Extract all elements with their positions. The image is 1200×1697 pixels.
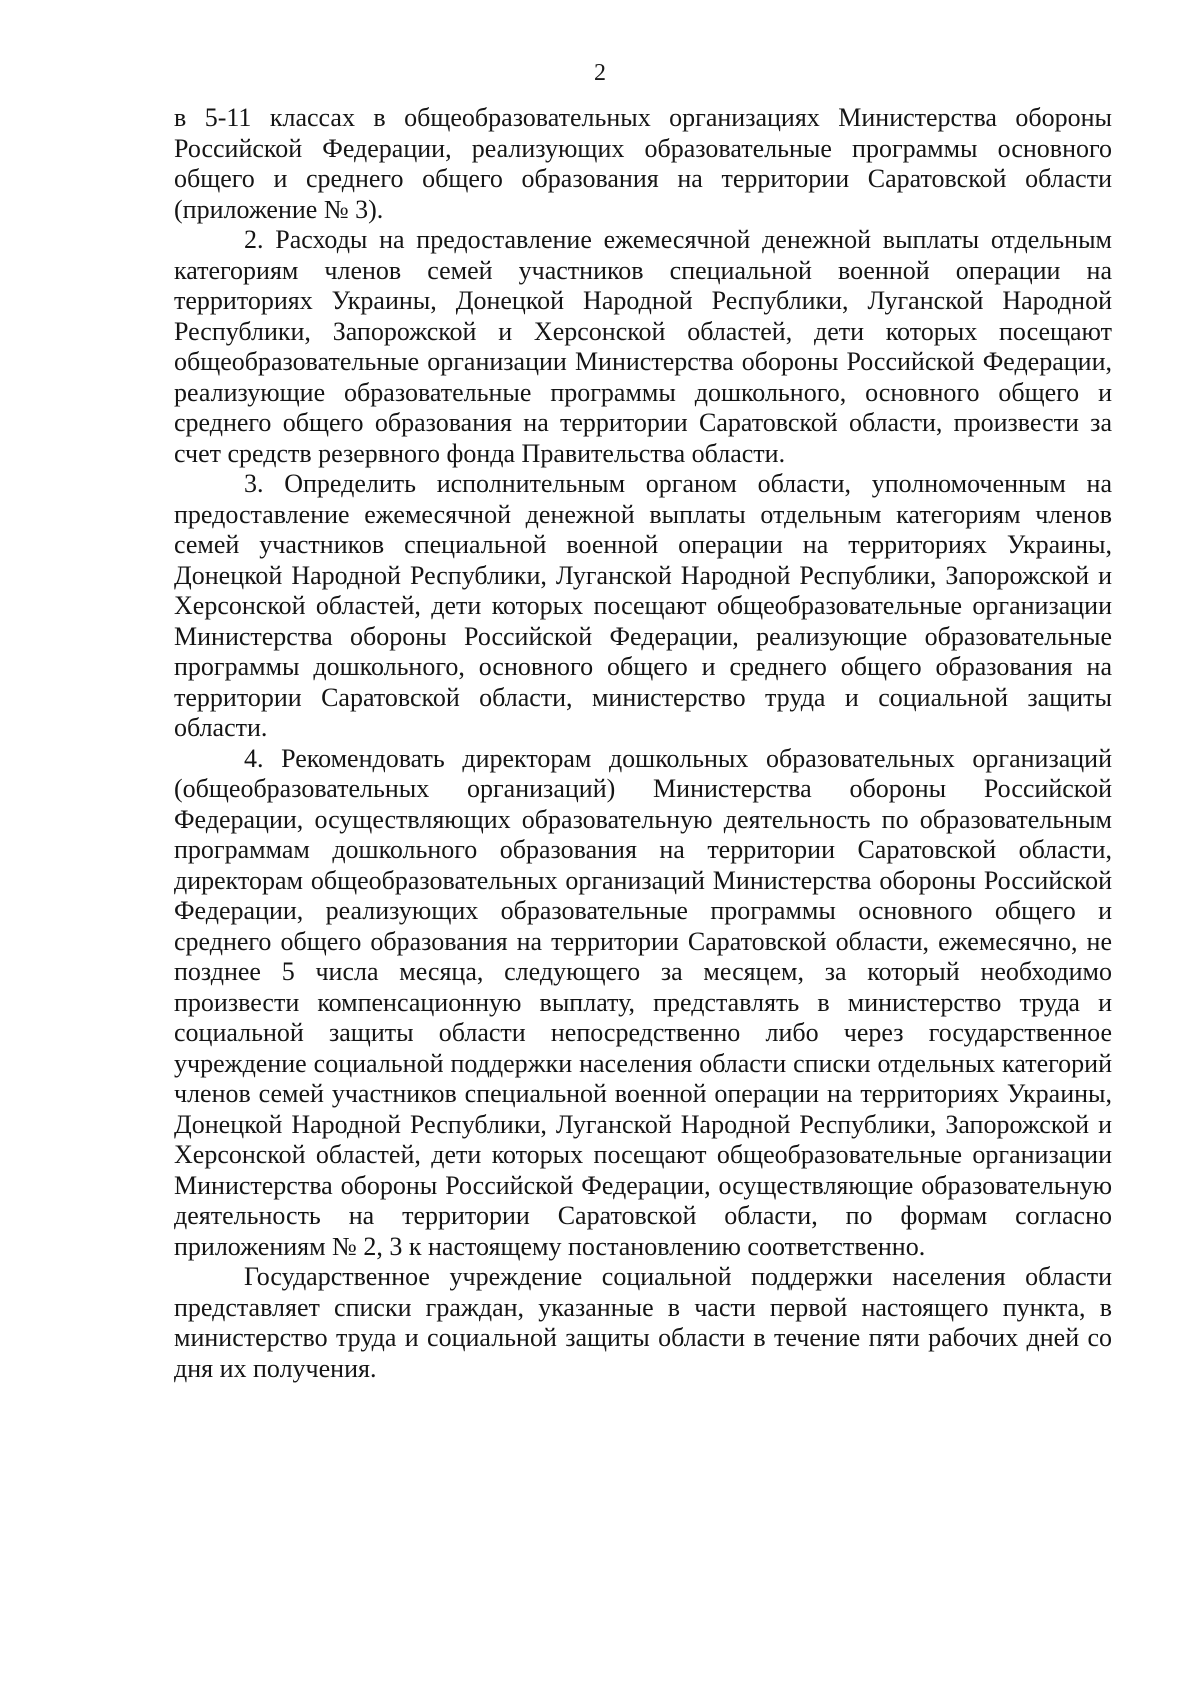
paragraph-continuation: в 5-11 классах в общеобразовательных организациях Министерства обороны Российской Федерации, реализующих образовательные программы основного общего и среднего общего образования на территории Саратовской области (приложение № 3). [174, 103, 1112, 224]
page-number: 2 [594, 60, 606, 86]
paragraph-item-4: 4. Рекомендовать директорам дошкольных образовательных организаций (общеобразовательных организаций) Министерства обороны Российской Федерации, осуществляющих образовательную деятельность по образовательным программам дошкольного образования на территории Саратовской области, директорам общеобразовательных организаций Министерства обороны Российской Федерации, реализующих образовательные программы основного общего и среднего общего образования на территории Саратовской области, ежемесячно, не позднее 5 числа месяца, следующего за месяцем, за который необходимо произвести компенсационную выплату, представлять в министерство труда и социальной защиты области непосредственно либо через государственное учреждение социальной поддержки населения области списки отдельных категорий членов семей участников специальной военной операции на территориях Украины, Донецкой Народной Республики, Луганской Народной Республики, Запорожской и Херсонской областей, дети которых посещают общеобразовательные организации Министерства обороны Российской Федерации, осуществляющие образовательную деятельность на территории Саратовской области, по формам согласно приложениям № 2, 3 к настоящему постановлению соответственно. [174, 743, 1112, 1261]
paragraph-item-2: 2. Расходы на предоставление ежемесячной денежной выплаты отдельным категориям членов семей участников специальной военной операции на территориях Украины, Донецкой Народной Республики, Луганской Народной Республики, Запорожской и Херсонской областей, дети которых посещают общеобразовательные организации Министерства обороны Российской Федерации, реализующие образовательные программы дошкольного, основного общего и среднего общего образования на территории Саратовской области, произвести за счет средств резервного фонда Правительства области. [174, 225, 1112, 468]
document-body [174, 103, 1112, 1384]
paragraph-item-4-part-2: Государственное учреждение социальной поддержки населения области представляет списки граждан, указанные в части первой настоящего пункта, в министерство труда и социальной защиты области в течение пяти рабочих дней со дня их получения. [174, 1262, 1112, 1383]
paragraph-item-3: 3. Определить исполнительным органом области, уполномоченным на предоставление ежемесячной денежной выплаты отдельным категориям членов семей участников специальной военной операции на территориях Украины, Донецкой Народной Республики, Луганской Народной Республики, Запорожской и Херсонской областей, дети которых посещают общеобразовательные организации Министерства обороны Российской Федерации, реализующие образовательные программы дошкольного, основного общего и среднего общего образования на территории Саратовской области, министерство труда и социальной защиты области. [174, 469, 1112, 742]
